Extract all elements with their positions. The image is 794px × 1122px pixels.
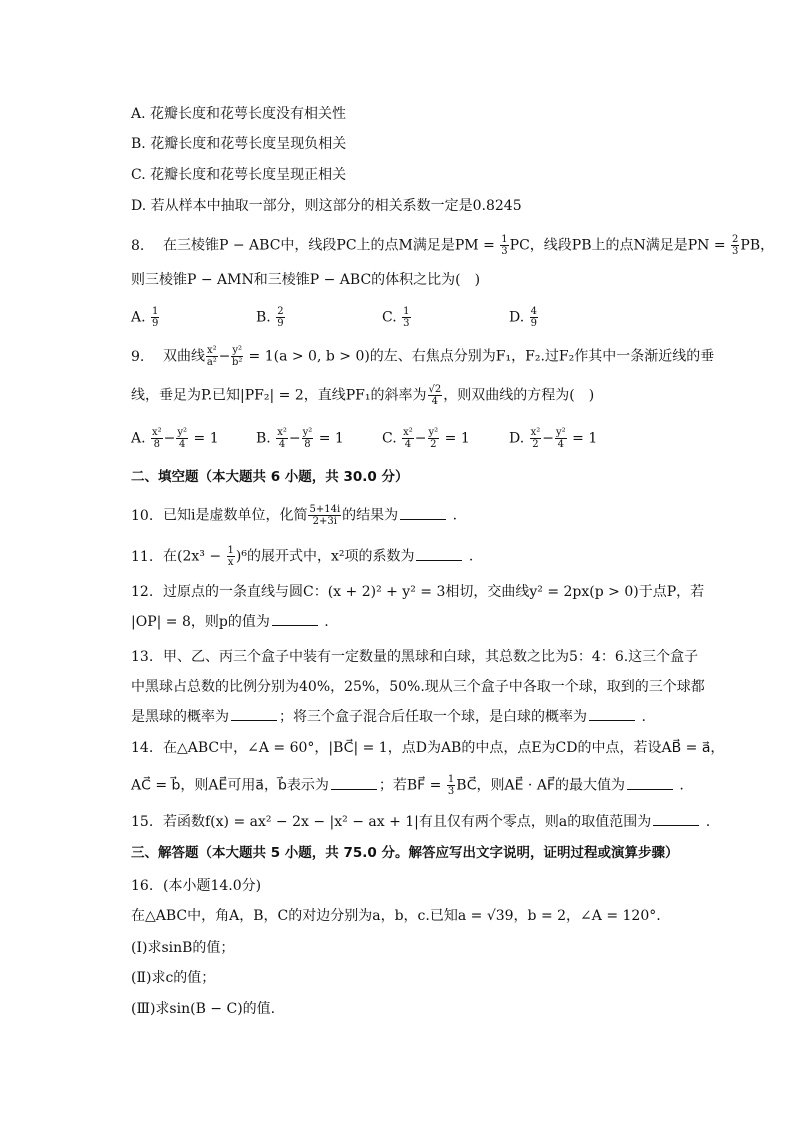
q10-text-a: 已知i是虚数单位，化简 — [163, 507, 308, 524]
q13-line2: 中黑球占总数的比例分别为40%，25%，50%.现从三个盒子中各取一个球，取到的三个球都 — [131, 679, 705, 695]
q9-option-a: A. $\frac{\text{x²}}{8}$ − $\frac{\text{y²}}{4}$ = 1 — [131, 427, 219, 450]
q8-option-b-den: 9 — [277, 318, 284, 329]
q9-option-c: C. $\frac{\text{x²}}{4}$ − $\frac{\text{y²}}{2}$ = 1 — [382, 427, 470, 450]
q7-option-c: C. 花瓣长度和花萼长度呈现正相关 — [131, 167, 347, 183]
q8-option-b-label: B. — [256, 309, 271, 326]
q8-frac2-den: 3 — [732, 246, 739, 257]
q14-end: . — [674, 777, 684, 794]
q11-end: . — [464, 548, 474, 565]
q10-frac-num: 5+14i — [309, 504, 341, 515]
q8-option-d-den: 9 — [530, 318, 538, 329]
q11-text-a: 在(2x³ − — [163, 548, 226, 565]
q12-end: . — [319, 614, 329, 630]
q9-option-c-den-y: 2 — [430, 439, 437, 450]
q14-answer-blank-2[interactable] — [627, 777, 673, 790]
q9-y-term: $\frac{\text{y²}}{\text{b²}}$ — [232, 345, 243, 368]
q11-frac-den: x — [227, 557, 234, 568]
q8-frac2-num: 2 — [732, 234, 739, 245]
q9-x-term: $\frac{\text{x²}}{\text{a²}}$ — [206, 345, 217, 368]
q14-number: 14. — [131, 740, 154, 756]
q10-text-b: 的结果为 — [342, 507, 399, 524]
q12-text2: |OP| = 8，则p的值为 — [131, 614, 270, 630]
q8-option-d — [509, 306, 539, 329]
q13-line3 — [131, 707, 646, 727]
q16-stem: 在△ABC中，角A，B，C的对边分别为a，b，c.已知a = √39，b = 2，∠A = 120°. — [131, 908, 661, 924]
q10-end: . — [448, 507, 458, 524]
q16-part-2: (Ⅱ)求c的值； — [131, 970, 216, 986]
q8-text1: 在三棱锥P − ABC中，线段PC上的点M满足是PM = — [163, 237, 500, 254]
q13-end: . — [637, 709, 646, 725]
q14-text2b: ；若BF⃗ = — [378, 777, 446, 794]
q12-text1: 过原点的一条直线与圆C：(x + 2)² + y² = 3相切，交曲线y² = 2px(p > 0)于点P，若 — [163, 584, 705, 600]
q14-frac-num: 1 — [447, 774, 455, 785]
q15-answer-blank[interactable] — [653, 813, 699, 826]
q16-part-1: (Ⅰ)求sinB的值； — [131, 940, 235, 956]
q8-option-c-den: 3 — [403, 318, 410, 329]
q8-option-c — [382, 306, 412, 329]
q14-text2c: BC⃗，则AE⃗ · AF⃗的最大值为 — [456, 777, 625, 794]
q14-text2a: AC⃗ = b⃗，则AE⃗可用a⃗，b⃗表示为 — [131, 777, 329, 794]
q8-option-b-num: 2 — [277, 306, 284, 317]
q9-text1a: 双曲线 — [163, 348, 205, 365]
q9-slope — [428, 384, 443, 407]
q8-frac1-den: 3 — [501, 246, 508, 257]
q10-answer-blank[interactable] — [400, 507, 446, 520]
q9-line2b: ，则双曲线的方程为( ) — [443, 387, 595, 404]
q9-option-d: D. $\frac{\text{x²}}{2}$ − $\frac{\text{y²}}{4}$ = 1 — [509, 427, 598, 450]
q8-frac1-num: 1 — [501, 234, 508, 245]
q8-option-b — [256, 306, 286, 329]
q8-option-c-num: 1 — [403, 306, 410, 317]
q13-text1: 甲、乙、丙三个盒子中装有一定数量的黑球和白球，其总数之比为5：4：6.这三个盒子 — [163, 649, 699, 665]
q15 — [131, 812, 710, 832]
q10 — [131, 504, 457, 527]
q15-text: 若函数f(x) = ax² − 2x − |x² − ax + 1|有且仅有两个零点，则a的取值范围为 — [163, 814, 652, 830]
q8-option-c-label: C. — [382, 309, 397, 326]
q8-option-a-den: 9 — [152, 318, 159, 329]
q12-line2 — [131, 612, 329, 632]
q8-option-d-num: 4 — [530, 306, 538, 317]
q8-line1 — [131, 234, 774, 257]
q13-answer-blank-2[interactable] — [589, 708, 635, 721]
q14-answer-blank-1[interactable] — [331, 777, 377, 790]
q14-frac — [447, 774, 455, 797]
q7-option-a: A. 花瓣长度和花萼长度没有相关性 — [131, 106, 347, 122]
q10-frac-den: 2+3i — [312, 516, 337, 527]
q9-option-b: B. $\frac{\text{x²}}{4}$ − $\frac{\text{y²}}{8}$ = 1 — [256, 427, 344, 450]
section3-heading: 三、解答题（本大题共 5 小题，共 75.0 分。解答应写出文字说明，证明过程或演算步骤） — [131, 845, 679, 861]
q16-number: 16. — [131, 878, 154, 894]
q11-text-b: )⁶的展开式中，x²项的系数为 — [235, 548, 415, 565]
q12-line1 — [131, 582, 704, 602]
q10-frac — [308, 504, 341, 527]
q11-answer-blank[interactable] — [416, 548, 462, 561]
q13-line1 — [131, 647, 698, 667]
q9-slope-den: 4 — [431, 396, 439, 407]
q13-number: 13. — [131, 649, 154, 665]
q9-option-c-den-x: 4 — [404, 439, 412, 450]
q15-number: 15. — [131, 814, 154, 830]
q9-option-a-den-x: 8 — [153, 439, 161, 450]
q9-option-a-label: A. — [131, 430, 146, 447]
q11-number: 11. — [131, 548, 154, 565]
q15-end: . — [701, 814, 711, 830]
q16-part-3: (Ⅲ)求sin(B − C)的值. — [131, 1001, 276, 1017]
q9-slope-num: √2 — [428, 384, 442, 395]
q9-line1: 9. 双曲线 $\frac{\text{x²}}{\text{a²}}$ − $\frac{\text{y²}}{\text{b²}}$ = 1(a > 0, b > 0)的左、右焦点分别为F₁，F₂.过F₂作其中一条渐近线的垂 — [131, 345, 715, 368]
q9-option-d-den-x: 2 — [532, 439, 539, 450]
q8-frac2 — [731, 234, 739, 257]
q11-frac-num: 1 — [227, 545, 234, 556]
q8-option-a — [131, 306, 160, 329]
q8-option-a-label: A. — [131, 309, 146, 326]
q10-number: 10. — [131, 507, 154, 524]
q9-line2 — [131, 384, 594, 407]
q9-option-b-den-x: 4 — [278, 439, 286, 450]
q8-number: 8. — [131, 237, 145, 254]
q9-option-b-label: B. — [256, 430, 271, 447]
q14-line2 — [131, 774, 684, 797]
q8-option-d-label: D. — [509, 309, 525, 326]
q9-option-b-den-y: 8 — [304, 439, 311, 450]
q9-option-a-den-y: 4 — [179, 439, 186, 450]
q12-answer-blank[interactable] — [272, 613, 318, 626]
q8-text2: PC，线段PB上的点N满足是PN = — [509, 237, 731, 254]
q8-line2: 则三棱锥P − AMN和三棱锥P − ABC的体积之比为( ) — [131, 272, 481, 288]
q7-option-d: D. 若从样本中抽取一部分，则这部分的相关系数一定是0.8245 — [131, 198, 522, 214]
q12-number: 12. — [131, 584, 154, 600]
q13-text3a: 是黑球的概率为 — [131, 709, 229, 725]
q16-score: (本小题14.0分) — [163, 878, 262, 894]
q11-frac — [227, 545, 235, 568]
q13-text3b: ；将三个盒子混合后任取一个球，是白球的概率为 — [279, 709, 587, 725]
q13-answer-blank-1[interactable] — [231, 708, 277, 721]
q9-line2a: 线，垂足为P.已知|PF₂| = 2，直线PF₁的斜率为 — [131, 387, 427, 404]
section2-heading: 二、填空题（本大题共 6 小题，共 30.0 分） — [131, 469, 409, 485]
q9-text1b: = 1(a > 0, b > 0)的左、右焦点分别为F₁，F₂.过F₂作其中一条渐近线的垂 — [244, 348, 715, 365]
q9-option-c-label: C. — [382, 430, 397, 447]
q7-option-b: B. 花瓣长度和花萼长度呈现负相关 — [131, 136, 347, 152]
q14-line1 — [131, 738, 724, 758]
q8-text3: PB， — [740, 237, 775, 254]
q14-frac-den: 3 — [447, 786, 455, 797]
q9-option-d-label: D. — [509, 430, 525, 447]
q9-number: 9. — [131, 348, 145, 365]
q9-option-d-den-y: 4 — [557, 439, 565, 450]
q16-header — [131, 876, 261, 896]
q8-option-a-num: 1 — [152, 306, 159, 317]
q11 — [131, 545, 473, 568]
q8-frac1 — [500, 234, 508, 257]
q14-text1: 在△ABC中，∠A = 60°，|BC⃗| = 1，点D为AB的中点，点E为CD的中点，若设AB⃗ = a⃗， — [163, 740, 725, 756]
